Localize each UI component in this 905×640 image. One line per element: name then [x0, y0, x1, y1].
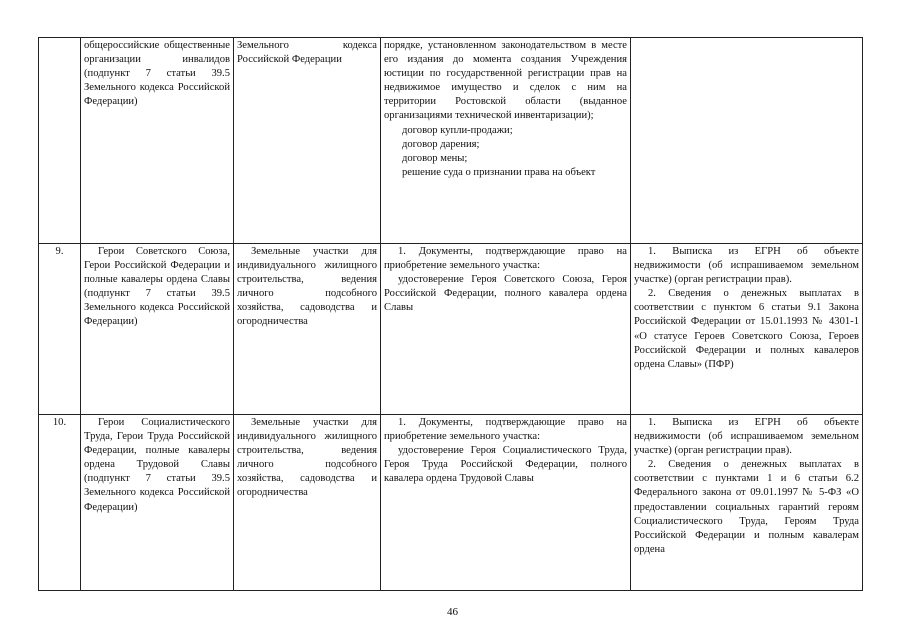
requested-paragraph: 2. Сведения о денежных выплатах в соответствии с пунктом 6 статьи 9.1 Закона Российской Федерации от 15.01.1993 № 4301-1 «О статусе Героев Советского Союза, Героев Российской Федерации и полных кавалеров ордена Славы» (ПФР) [634, 288, 859, 370]
documents-cell [381, 415, 631, 591]
page-number: 46 [447, 606, 458, 618]
requested-documents-cell [631, 38, 863, 244]
row-number: 10. [39, 415, 81, 591]
requested-documents-cell [631, 415, 863, 591]
row-number: 9. [39, 244, 81, 415]
requested-documents-cell [631, 244, 863, 415]
document-paragraph: договор дарения; [402, 138, 480, 150]
table-row [39, 38, 863, 244]
document-paragraph: удостоверение Героя Советского Союза, Героя Российской Федерации, полного кавалера ордена Славы [384, 274, 627, 314]
requested-paragraph: 2. Сведения о денежных выплатах в соответствии с пунктами 1 и 6 статьи 6.2 Федерального закона от 09.01.1997 № 5-ФЗ «О предоставлении социальных гарантий героям Социалистического Труда, Героям Труда Российской Федерации и полным кавалерам ордена [634, 459, 859, 555]
requested-paragraph: 1. Выписка из ЕГРН об объекте недвижимости (об испрашиваемом земельном участке) (орган регистрации прав). [634, 246, 859, 286]
documents-cell [381, 244, 631, 415]
document-paragraph: 1. Документы, подтверждающие право на приобретение земельного участка: [384, 246, 627, 272]
document-table [38, 37, 863, 591]
document-paragraph: договор купли-продажи; [402, 124, 513, 136]
table-row [39, 244, 863, 415]
requested-paragraph: 1. Выписка из ЕГРН об объекте недвижимости (об испрашиваемом земельном участке) (орган регистрации прав). [634, 417, 859, 457]
document-paragraph: порядке, установленном законодательством в месте его издания до момента создания Учреждения юстиции по государственной регистрации прав на недвижимое имущество и сделок с ним на территории Ростовской области (выданное организациями технической инвентаризации); [384, 40, 627, 122]
row-number [39, 38, 81, 244]
document-paragraph: 1. Документы, подтверждающие право на приобретение земельного участка: [384, 417, 627, 443]
document-paragraph: договор мены; [402, 152, 468, 164]
documents-cell [381, 38, 631, 244]
category-cell: общероссийские общественные организации инвалидов (подпункт 7 статьи 39.5 Земельного кодекса Российской Федерации) [81, 38, 234, 244]
document-paragraph: решение суда о признании права на объект [402, 166, 596, 178]
land-purpose-cell: Земельного кодекса Российской Федерации [234, 38, 381, 244]
land-purpose-cell: Земельные участки для индивидуального жилищного строительства, ведения личного подсобного хозяйства, садоводства и огородничества [234, 415, 381, 591]
category-cell: Герои Советского Союза, Герои Российской Федерации и полные кавалеры ордена Славы (подпункт 7 статьи 39.5 Земельного кодекса Российской Федерации) [81, 244, 234, 415]
document-paragraph: удостоверение Героя Социалистического Труда, Героя Труда Российской Федерации, полного кавалера ордена Трудовой Славы [384, 445, 627, 485]
table-row [39, 415, 863, 591]
land-purpose-cell: Земельные участки для индивидуального жилищного строительства, ведения личного подсобного хозяйства, садоводства и огородничества [234, 244, 381, 415]
category-cell: Герои Социалистического Труда, Герои Труда Российской Федерации, полные кавалеры ордена Трудовой Славы (подпункт 7 статьи 39.5 Земельного кодекса Российской Федерации) [81, 415, 234, 591]
